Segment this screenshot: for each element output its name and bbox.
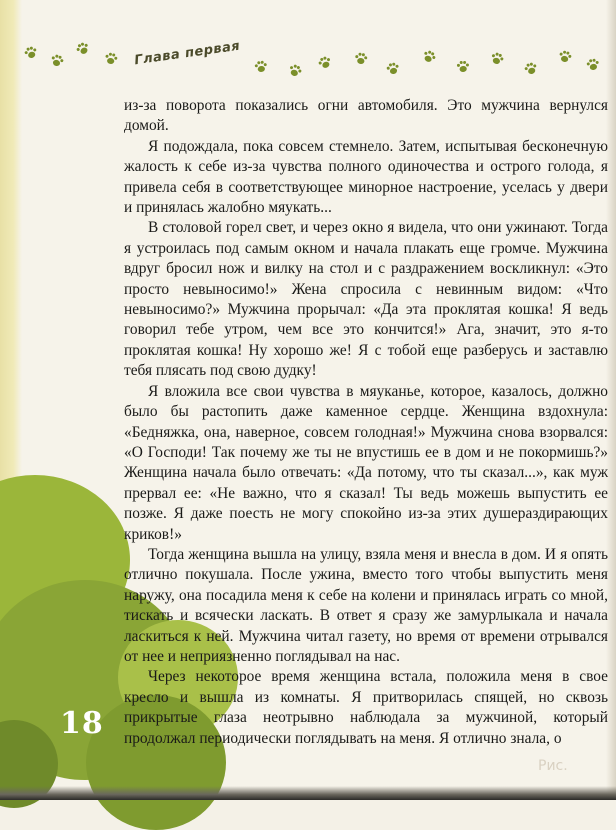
paw-print-icon — [73, 39, 92, 58]
paw-print-icon — [557, 49, 574, 66]
faint-stamp: Рис. — [538, 758, 568, 774]
paw-print-icon — [522, 60, 540, 78]
paragraph: В столовой горел свет, и через окно я видела, что они ужинают. Тогда я устроилась под самым окном и начала плакать еще громче. Мужчина вдруг бросил нож и вилку на стол и с раздражением воскликнул: «Это просто невыносимо!» Жена спросила с невинным видом: «Что невыносимо?» Мужчина прорычал: «Да эта проклятая кошка! Я ведь говорил тебе утром, чем все это кончится!» Ага, значит, это я-то проклятая кошка! Ну хорошо же! Я с тобой еще разберусь и заставлю тебя плясать под свою дудку! — [124, 219, 608, 380]
page-body-text — [124, 96, 608, 749]
page-number: 18 — [60, 706, 104, 741]
page-bottom-shadow — [0, 786, 616, 800]
paw-print-icon — [488, 50, 506, 68]
paragraph: Я вложила все свои чувства в мяуканье, которое, казалось, должно было бы растопить даже каменное сердце. Женщина вздохнула: «Бедняжка, она, наверное, совсем голодная!» Мужчина снова взорвался: «О Господи! Так почему же ты не впустишь ее в дом и не покормишь?» Женщина начала было отвечать: «Да потому, что ты сказал...», как муж прервал ее: «Не важно, что я сказал! Ты ведь можешь выпустить ее позже. Я даже поесть не могу спокойно из-за этих душераздирающих криков!» — [124, 382, 608, 543]
paw-print-icon — [384, 60, 401, 77]
paragraph: из-за поворота показались огни автомобиля. Это мужчина вернулся домой. — [124, 97, 608, 135]
paragraph: Тогда женщина вышла на улицу, взяла меня и внесла в дом. И я опять отлично покушала. После ужина, вместо того чтобы выпустить меня наружу, она посадила меня к себе на колени и принялась играть со мной, тискать и всячески ласкать. В ответ я сразу же замурлыкала и начала ласкиться к ней. Мужчина читал газету, но время от времени отрывался от нее и неприязненно поглядывал на нас. — [124, 545, 608, 665]
paragraph: Я подождала, пока совсем стемнело. Затем, испытывая бесконечную жалость к себе из-за чувства полного одиночества и острого голода, я привела себя в соответствующее минорное настроение, уселась у двери и принялась жалобно мяукать... — [124, 137, 608, 217]
paragraph: Через некоторое время женщина встала, положила меня в свое кресло и вышла из комнаты. Я притворилась спящей, но сквозь прикрытые глаза неотрывно наблюдала за мужчиной, который продолжал периодически поглядывать на меня. Я отлично знала, о — [124, 668, 608, 747]
paw-print-icon — [253, 59, 269, 75]
paw-print-icon — [103, 51, 119, 67]
chapter-header — [24, 34, 604, 86]
paw-print-icon — [316, 54, 335, 73]
paw-print-icon — [286, 62, 304, 80]
chapter-title: Глава первая — [133, 38, 242, 69]
paw-print-icon — [455, 59, 470, 74]
paw-print-icon — [420, 48, 439, 67]
paw-print-icon — [22, 44, 40, 62]
paw-print-icon — [353, 51, 368, 66]
paw-print-icon — [585, 57, 602, 74]
paw-print-icon — [48, 52, 65, 69]
